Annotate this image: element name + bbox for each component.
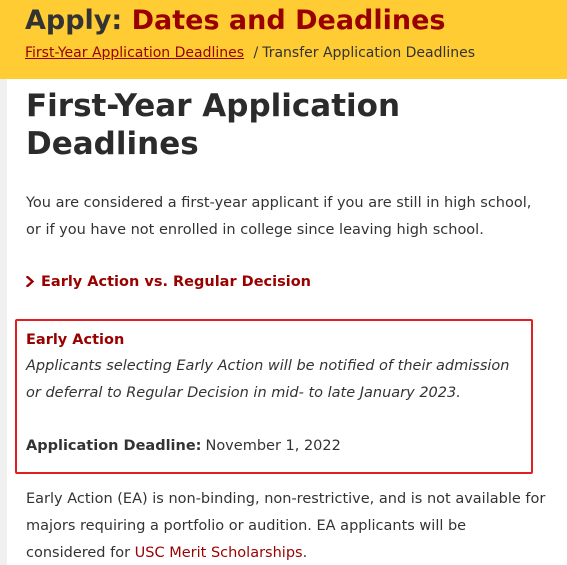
early-action-vs-regular-decision-toggle[interactable] [26,271,311,293]
details-text-end: . [302,545,308,561]
header-title [25,4,445,38]
application-deadline-label: Application Deadline: [26,438,202,454]
breadcrumb-first-year-link[interactable]: First-Year Application Deadlines [25,45,245,61]
early-action-heading: Early Action [26,332,125,348]
accordion-label: Early Action vs. Regular Decision [41,274,311,290]
breadcrumb [25,43,475,63]
application-deadline [26,435,341,457]
header-title-accent: Dates and Deadlines [131,5,446,36]
page-title: First-Year Application Deadlines [26,88,401,162]
early-action-description: Applicants selecting Early Action will be notified of their admission or deferral to Regular Decision in mid- to late January 2023. [26,358,510,401]
chevron-right-icon [26,271,38,293]
details-text: Early Action (EA) is non-binding, non-restrictive, and is not available for majors requiring a portfolio or audition. EA applicants will be considered for [26,491,546,561]
intro-paragraph: You are considered a first-year applicant if you are still in high school, or if you have not enrolled in college since leaving high school. [26,195,532,238]
header-title-prefix: Apply: [25,5,123,36]
usc-merit-scholarships-link[interactable]: USC Merit Scholarships [134,545,303,561]
left-rule [0,79,7,565]
early-action-details-paragraph [26,486,546,565]
application-deadline-value: November 1, 2022 [205,438,341,454]
breadcrumb-transfer-link[interactable]: Transfer Application Deadlines [262,45,476,61]
breadcrumb-separator: / [253,45,259,61]
